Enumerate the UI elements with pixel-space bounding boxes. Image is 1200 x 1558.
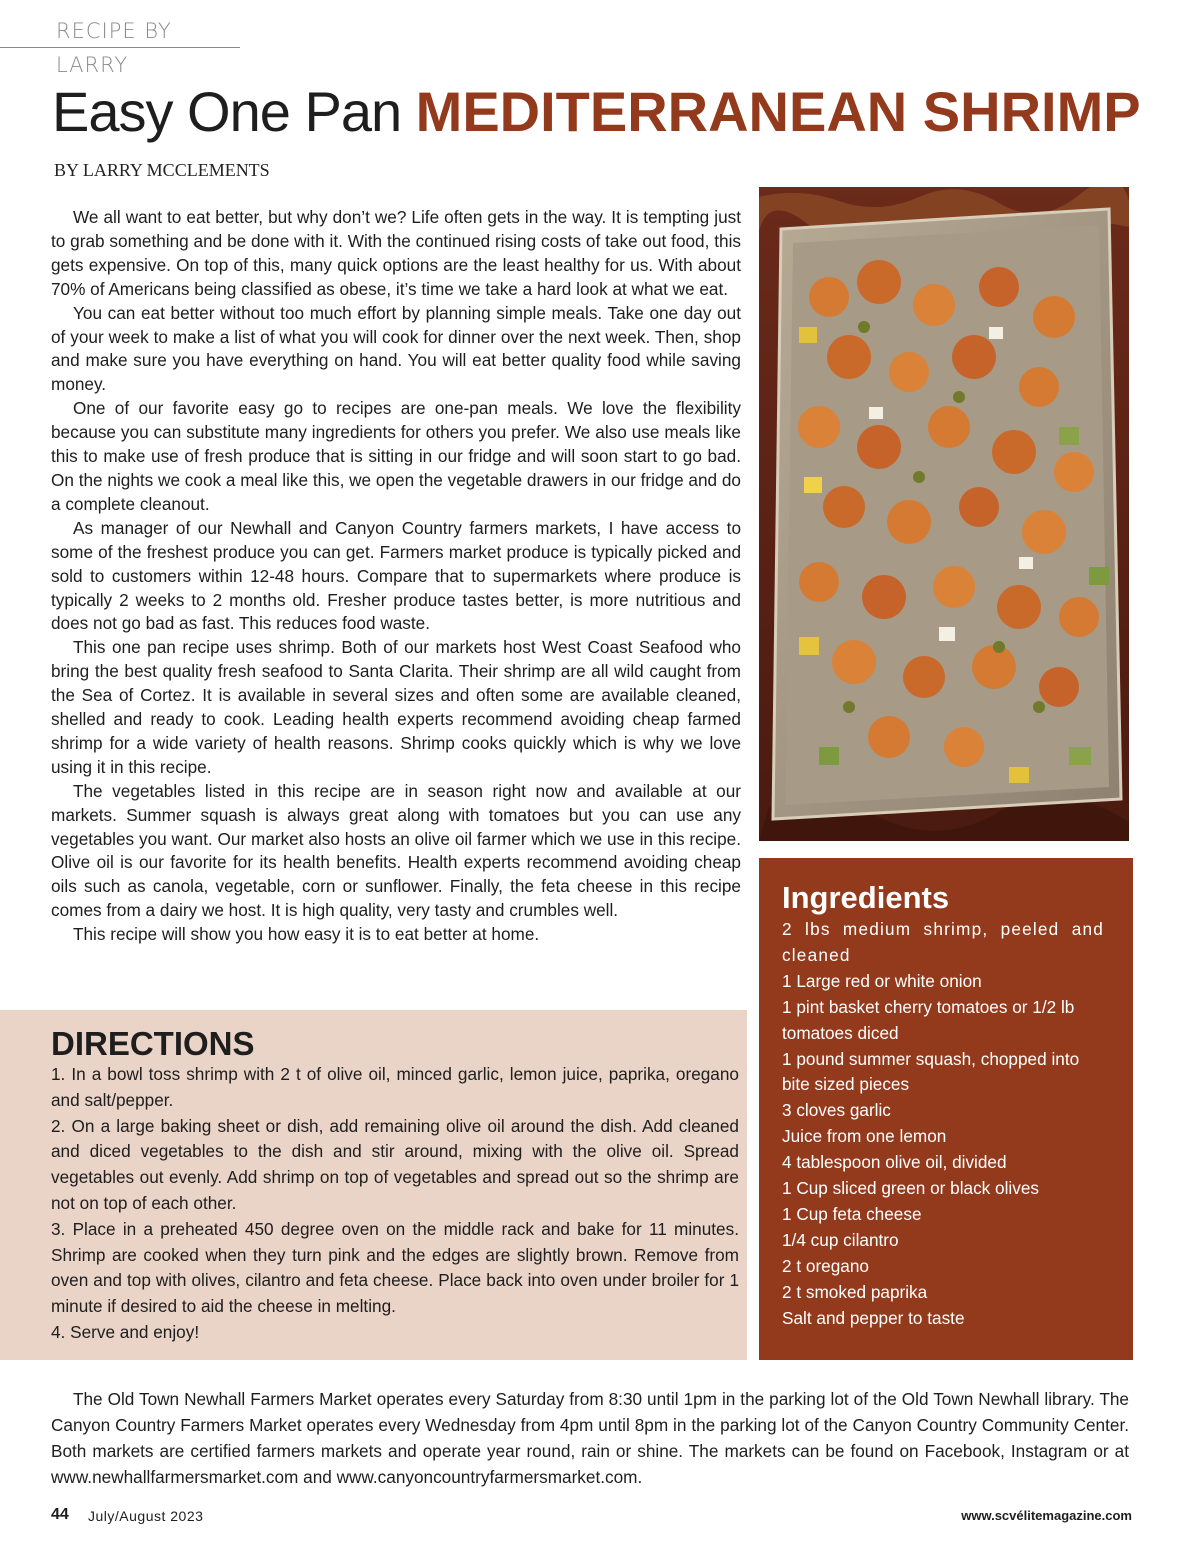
intro-paragraph: As manager of our Newhall and Canyon Country farmers markets, I have access to some of the freshest produce you can get. Farmers market produce is typically picked and sold to customers within 12-48 hours. Compare that to supermarkets where produce is typically 2 weeks to 2 months old. Fresher produce tastes better, is more nutritious and does not go bad as fast. This reduces food waste. bbox=[51, 517, 741, 634]
market-info-text: The Old Town Newhall Farmers Market operates every Saturday from 8:30 until 1pm in the parking lot of the Old Town Newhall library. The Canyon Country Farmers Market operates every Wednesday from 4pm until 8pm in the parking lot of the Canyon Country Community Center. Both markets are certified farmers markets and operate year round, rain or shine. The markets can be found on Facebook, Instagram or at www.newhallfarmersmarket.com and www.canyoncountryfarmersmarket.com. bbox=[51, 1389, 1129, 1487]
ingredient-item: 2 t oregano bbox=[782, 1255, 869, 1276]
byline: BY LARRY MCCLEMENTS bbox=[54, 160, 270, 180]
ingredient-item: 2 t smoked paprika bbox=[782, 1281, 928, 1302]
article-title bbox=[52, 72, 1162, 152]
ingredient-item: Juice from one lemon bbox=[782, 1126, 947, 1147]
shrimp-photo bbox=[759, 187, 1129, 841]
page-number: 44 bbox=[51, 1506, 69, 1523]
ingredient-item: 1/4 cup cilantro bbox=[782, 1229, 899, 1250]
title-plain: Easy One Pan bbox=[52, 80, 416, 143]
intro-paragraph: This one pan recipe uses shrimp. Both of our markets host West Coast Seafood who bring the best quality fresh seafood to Santa Clarita. Their shrimp are all wild caught from the Sea of Cortez. It is available in several sizes and often some are available cleaned, shelled and ready to cook. Leading health experts recommend avoiding cheap farmed shrimp for a wide variety of health reasons. Shrimp cooks quickly which is why we love using it in this recipe. bbox=[51, 637, 741, 777]
ingredient-item: 1 Cup feta cheese bbox=[782, 1203, 922, 1224]
ingredient-item: 1 pint basket cherry tomatoes or 1/2 lb tomatoes diced bbox=[782, 996, 1075, 1043]
section-tag: RECIPE BY LARRY bbox=[0, 14, 240, 48]
ingredients-list bbox=[782, 917, 1104, 1332]
intro-text bbox=[51, 206, 741, 947]
title-accent: MEDITERRANEAN SHRIMP bbox=[415, 80, 1141, 143]
ingredients-heading: Ingredients bbox=[782, 880, 950, 915]
ingredient-item: 1 pound summer squash, chopped into bite sized pieces bbox=[782, 1048, 1080, 1095]
ingredient-item: 3 cloves garlic bbox=[782, 1100, 891, 1121]
ingredient-item: 1 Cup sliced green or black olives bbox=[782, 1178, 1039, 1199]
magazine-website: www.scvélitemagazine.com bbox=[961, 1508, 1132, 1523]
ingredient-item: 2 lbs medium shrimp, peeled and cleaned bbox=[782, 919, 1104, 965]
shrimp-pan-illustration bbox=[759, 187, 1129, 841]
issue-date: July/August 2023 bbox=[88, 1508, 204, 1524]
ingredient-item: 1 Large red or white onion bbox=[782, 970, 982, 991]
directions-steps bbox=[51, 1062, 739, 1346]
intro-paragraph: The vegetables listed in this recipe are in season right now and available at our markets. Summer squash is always great along with tomatoes but you can use any vegetables you want. Our market also hosts an olive oil farmer which we use in this recipe. Olive oil is our favorite for its health benefits. Health experts recommend avoiding cheap oils such as canola, vegetable, corn or sunflower. Finally, the feta cheese in this recipe comes from a dairy we host. It is high quality, very tasty and crumbles well. bbox=[51, 780, 741, 921]
direction-step: 2. On a large baking sheet or dish, add remaining olive oil around the dish. Add cleaned and diced vegetables to the dish and stir around, mixing with the olive oil. Spread vegetables out evenly. Add shrimp on top of vegetables and spread out so the shrimp are not on top of each other. bbox=[51, 1115, 739, 1213]
directions-heading: DIRECTIONS bbox=[51, 1025, 255, 1062]
direction-step: 3. Place in a preheated 450 degree oven on the middle rack and bake for 11 minutes. Shrimp are cooked when they turn pink and the edges are slightly brown. Remove from oven and top with olives, cilantro and feta cheese. Place back into oven under broiler for 1 minute if desired to aid the cheese in melting. bbox=[51, 1218, 739, 1317]
ingredient-item: 4 tablespoon olive oil, divided bbox=[782, 1152, 1007, 1173]
direction-step: 4. Serve and enjoy! bbox=[51, 1321, 200, 1342]
ingredient-item: Salt and pepper to taste bbox=[782, 1307, 965, 1328]
market-info bbox=[51, 1387, 1129, 1491]
intro-paragraph: You can eat better without too much effort by planning simple meals. Take one day out of your week to make a list of what you will cook for dinner over the next week. Then, shop and make sure you have everything on hand. You will eat better quality food while saving money. bbox=[51, 302, 741, 395]
direction-step: 1. In a bowl toss shrimp with 2 t of olive oil, minced garlic, lemon juice, paprika, oregano and salt/pepper. bbox=[51, 1064, 739, 1110]
intro-paragraph: One of our favorite easy go to recipes are one-pan meals. We love the flexibility because you can substitute many ingredients for others you prefer. We also use meals like this to make use of fresh produce that is sitting in our fridge and will soon start to go bad. On the nights we cook a meal like this, we open the vegetable drawers in our fridge and do a complete cleanout. bbox=[51, 398, 741, 514]
intro-paragraph: We all want to eat better, but why don’t we? Life often gets in the way. It is tempting just to grab something and be done with it. With the continued rising costs of take out food, this gets expensive. On top of this, many quick options are the least healthy for us. With about 70% of Americans being classified as obese, it’s time we take a hard look at what we eat. bbox=[51, 207, 741, 299]
intro-paragraph: This recipe will show you how easy it is to eat better at home. bbox=[73, 924, 540, 945]
